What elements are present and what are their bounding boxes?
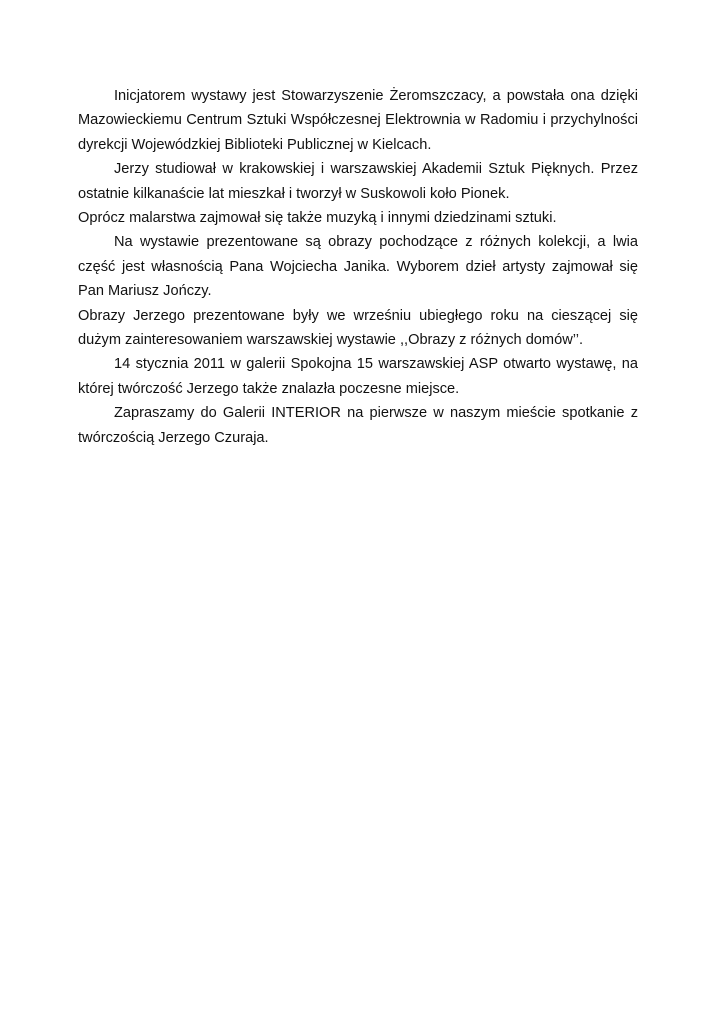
paragraph-line: z twórczością Jerzego Czuraja. [78,405,638,446]
paragraph-artist-studies [78,157,638,206]
paragraph-asp-exhibition [78,352,638,401]
paragraph-line: Inicjatorem wystawy jest Stowarzyszenie Żeromszczacy, a powstała ona dzięki [114,88,638,104]
paragraph-exhibition-initiator [78,84,638,157]
paragraph-line: Zapraszamy do Galerii INTERIOR na pierwsze w naszym mieście spotkanie [114,405,625,422]
paragraph-line: część jest własnością Pana Wojciecha Janika. Wyborem dzieł artysty zajmował się [78,258,638,275]
paragraph-line: Mazowieckiemu Centrum Sztuki Współczesnej Elektrownia w Radomiu i przychylności [78,112,638,129]
document-body [78,84,638,450]
paragraph-invitation [78,401,638,450]
paragraph-exhibition-works [78,230,638,303]
paragraph-line: Pan Mariusz Jończy. [78,283,212,300]
paragraph-line: dużym zainteresowaniem warszawskiej wystawie ,,Obrazy z różnych domów’’. [78,332,584,349]
paragraph-line: Jerzy studiował w krakowskiej i warszawskiej Akademii Sztuk Pięknych. Przez [114,161,638,178]
paragraph-line: Oprócz malarstwa zajmował się także muzyką i innymi dziedzinami sztuki. [78,210,557,227]
paragraph-line: 14 stycznia 2011 w galerii Spokojna 15 warszawskiej ASP otwarto wystawę, [114,356,617,373]
paragraph-line: Obrazy Jerzego prezentowane były we wrześniu ubiegłego roku na cieszącej się [78,307,638,324]
paragraph-line: dyrekcji Wojewódzkiej Biblioteki Publicznej w Kielcach. [78,136,432,153]
paragraph-line: Na wystawie prezentowane są obrazy pochodzące z różnych kolekcji, a lwia [114,234,638,251]
paragraph-artist-interests [78,206,638,230]
paragraph-line: na której twórczość Jerzego także znalazła poczesne miejsce. [78,356,638,397]
paragraph-line: ostatnie kilkanaście lat mieszkał i tworzył w Suskowoli koło Pionek. [78,185,510,202]
paragraph-previous-exhibition [78,304,638,353]
